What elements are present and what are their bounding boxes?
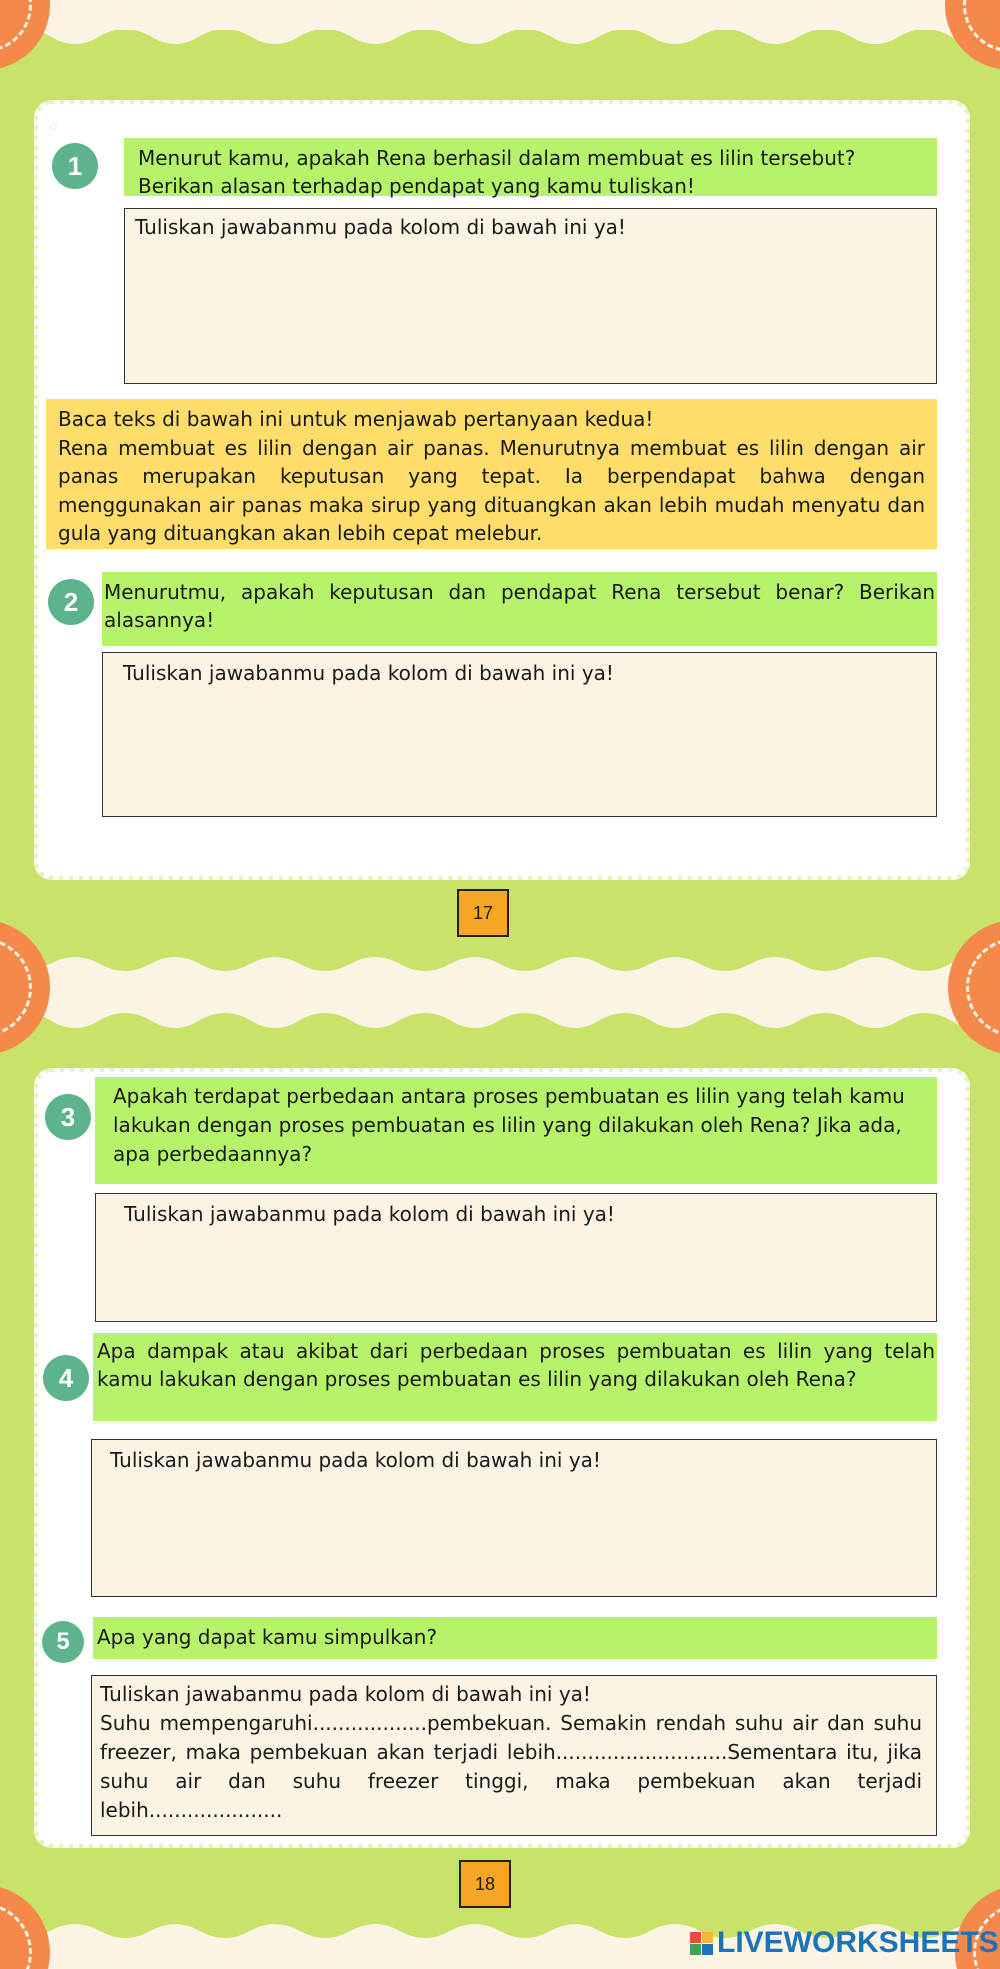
question-number-badge: 2: [48, 579, 94, 625]
question-number-badge: 4: [43, 1355, 89, 1401]
middle-cream-band: [0, 973, 1000, 1013]
answer-box-3[interactable]: [95, 1193, 937, 1322]
top-cream-band: [0, 0, 1000, 30]
orange-slice-icon: [0, 1885, 50, 1969]
middle-wave-bottom: [0, 1012, 1000, 1038]
answer-placeholder: Tuliskan jawabanmu pada kolom di bawah ini ya!: [123, 661, 614, 685]
question-4-text: Apa dampak atau akibat dari perbedaan proses pembuatan es lilin yang telah kamu lakukan dengan proses pembuatan es lilin yang dilakukan oleh Rena?: [93, 1333, 937, 1421]
liveworksheets-logo-icon: [690, 1932, 713, 1955]
reading-intro: Baca teks di bawah ini untuk menjawab pertanyaan kedua!: [58, 407, 654, 431]
top-wave: [0, 28, 1000, 54]
answer-placeholder: Tuliskan jawabanmu pada kolom di bawah ini ya!: [100, 1682, 591, 1706]
question-number-badge: 3: [45, 1094, 91, 1140]
logo-text: LIVEWORKSHEETS: [717, 1926, 999, 1959]
question-number-badge: 5: [42, 1621, 84, 1663]
question-1-text: Menurut kamu, apakah Rena berhasil dalam membuat es lilin tersebut? Berikan alasan terhadap pendapat yang kamu tuliskan!: [124, 138, 937, 196]
reading-text: Rena membuat es lilin dengan air panas. Menurutnya membuat es lilin dengan air panas merupakan keputusan yang tepat. Ia berpendapat bahwa dengan menggunakan air panas maka sirup yang dituangkan akan lebih mudah menyatu dan gula yang dituangkan akan lebih cepat melebur.: [58, 435, 925, 545]
question-3-text: Apakah terdapat perbedaan antara proses pembuatan es lilin yang telah kamu lakukan dengan proses pembuatan es lilin yang dilakukan oleh Rena? Jika ada, apa perbedaannya?: [95, 1077, 937, 1184]
answer-box-5[interactable]: [91, 1675, 937, 1836]
answer-placeholder: Tuliskan jawabanmu pada kolom di bawah ini ya!: [110, 1448, 601, 1472]
reading-passage: [46, 399, 937, 549]
orange-slice-icon: [0, 0, 50, 70]
orange-slice-icon: [945, 0, 1000, 70]
page-number-badge: 17: [457, 889, 509, 937]
middle-wave-top: [0, 948, 1000, 974]
question-number-badge: 1: [52, 143, 98, 189]
answer-box-1[interactable]: [124, 208, 937, 384]
conclusion-fill-in-text: Suhu mempengaruhi..................pembekuan. Semakin rendah suhu air dan suhu freezer, maka pembekuan akan terjadi lebih...........................Sementara itu, jika suhu air dan suhu freezer tinggi, maka pembekuan akan terjadi lebih.....................: [100, 1711, 922, 1822]
question-2-text: Menurutmu, apakah keputusan dan pendapat Rena tersebut benar? Berikan alasannya!: [102, 572, 937, 646]
answer-placeholder: Tuliskan jawabanmu pada kolom di bawah ini ya!: [124, 1202, 615, 1226]
answer-box-2[interactable]: [102, 652, 937, 817]
decorative-mark: ♢: [48, 120, 59, 134]
answer-box-4[interactable]: [91, 1439, 937, 1597]
answer-placeholder: Tuliskan jawabanmu pada kolom di bawah ini ya!: [135, 215, 626, 239]
question-5-text: Apa yang dapat kamu simpulkan?: [93, 1617, 937, 1659]
page-number-badge: 18: [459, 1860, 511, 1908]
liveworksheets-logo: [690, 1926, 999, 1960]
